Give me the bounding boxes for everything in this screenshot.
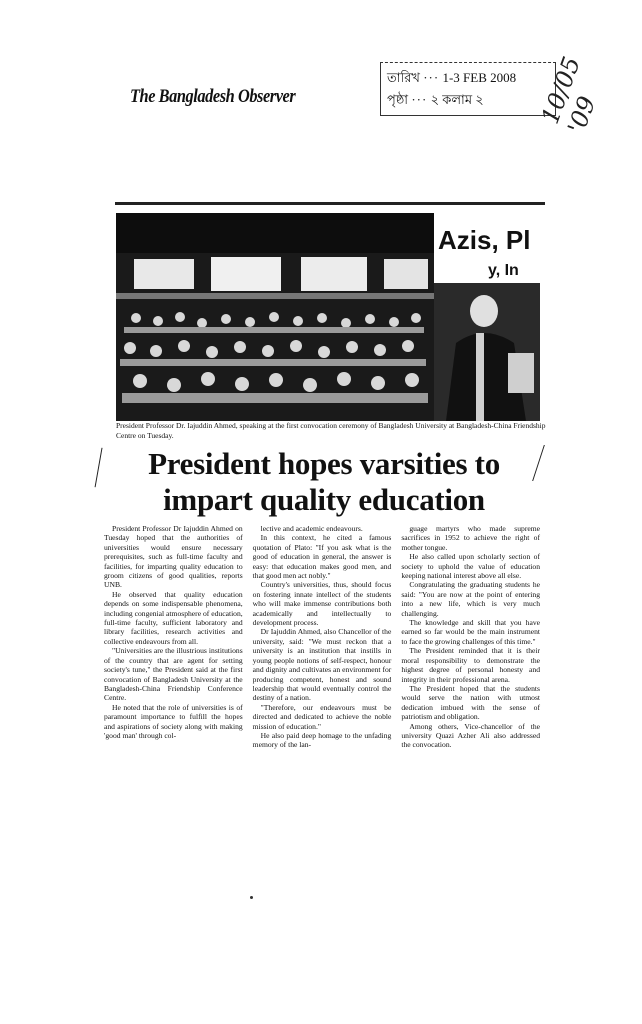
paragraph: The knowledge and skill that you have earned so far would be the main instrument to face the growing challenges of this time." — [401, 618, 541, 646]
stamp-page-value: ২ কলাম ২ — [430, 92, 484, 107]
article-column-2 — [253, 524, 392, 750]
paragraph: The President hoped that the students would serve the nation with utmost dedication imbued with the sense of patriotism and obligation. — [401, 683, 541, 722]
paragraph: In this context, he cited a famous quotation of Plato: "If you ask what is the good of education in general, the answer is easy: that education makes good men, and that good men act nobly." — [252, 533, 392, 581]
article-column-3 — [401, 524, 540, 750]
paragraph: He also paid deep homage to the unfading memory of the lan- — [252, 730, 392, 750]
paragraph: He noted that the role of universities is of paramount importance to fulfill the hopes and aspirations of society along with making 'good man' through col- — [104, 702, 243, 740]
paragraph: He observed that quality education depends on some indispensable phenomena, including congenial atmosphere of education, full-time faculty, sufficient laboratory and library facilities, research activities and collective endeavours from all. — [104, 589, 243, 646]
paragraph: The President reminded that it is their moral responsibility to demonstrate the highest degree of personal honesty and integrity in their professional arena. — [401, 646, 541, 684]
handwritten-note: 10/05 '09 — [536, 52, 602, 138]
top-rule — [115, 202, 545, 205]
paragraph: lective and academic endeavours. — [260, 524, 363, 533]
paragraph: "Universities are the illustrious institutions of the country that are agent for setting society's tune," the President said at the first convocation of Bangladesh University at the Bangladesh-China Friendship Conference Centre. — [104, 646, 243, 703]
stamp-line-page: পৃষ্ঠা ··· ২ কলাম ২ — [387, 92, 484, 107]
banner-text-2: y, In — [488, 262, 519, 279]
news-photo — [116, 213, 540, 421]
paragraph: Dr Iajuddin Ahmed, also Chancellor of the university, said: "We must reckon that a university is an institution that instills in young people notions of self-respect, honour and dignity and cultivates an environment for producing competent, honest and sound leadership that would eventually control the destiny of a nation. — [252, 627, 392, 703]
paragraph: He also called upon scholarly section of society to uphold the value of education keeping national interest above all else. — [401, 552, 541, 581]
paragraph: Among others, Vice-chancellor of the university Quazi Azher Ali also addressed the convocation. — [401, 721, 541, 750]
headline-line-2: impart quality education — [163, 482, 485, 517]
stamp-page-label: পৃষ্ঠা — [387, 92, 409, 107]
article-column-1 — [104, 524, 243, 750]
paragraph: President Professor Dr Iajuddin Ahmed on Tuesday hoped that the authorities of universities would ensure necessary prerequisites, such as full-time faculty and facilities, for imparting quality education to groom citizens of good qualities, reports UNB. — [104, 524, 243, 590]
paragraph: Country's universities, thus, should focus on fostering innate intellect of the students who will make immense contributions both academically and intellectually to development process. — [252, 580, 392, 628]
headline-line-1: President hopes varsities to — [148, 446, 500, 481]
article-body — [104, 524, 540, 750]
stamp-date-label: তারিখ — [387, 70, 420, 85]
paragraph: Congratulating the graduating students he said: "You are now at the point of entering into a new life, which is very much challenging. — [401, 580, 541, 618]
date-stamp — [380, 62, 556, 116]
scan-speck — [250, 896, 253, 899]
stamp-line-date: তারিখ ··· 1-3 FEB 2008 — [387, 70, 517, 85]
stamp-date-value: 1-3 FEB 2008 — [442, 70, 517, 85]
convocation-photo-svg — [116, 213, 540, 421]
banner-text: Azis, Pl — [438, 225, 531, 255]
article-headline — [104, 446, 544, 518]
photo-caption: President Professor Dr. Iajuddin Ahmed, speaking at the first convocation ceremony of Bangladesh University at Bangladesh-China Friendship Centre on Tuesday. — [116, 421, 546, 440]
paragraph: guage martyrs who made supreme sacrifices in 1952 to achieve the right of mother tongue. — [401, 524, 541, 552]
paragraph: "Therefore, our endeavours must be directed and dedicated to achieve the noble mission of education." — [252, 702, 392, 731]
newspaper-masthead: The Bangladesh Observer — [130, 86, 296, 107]
